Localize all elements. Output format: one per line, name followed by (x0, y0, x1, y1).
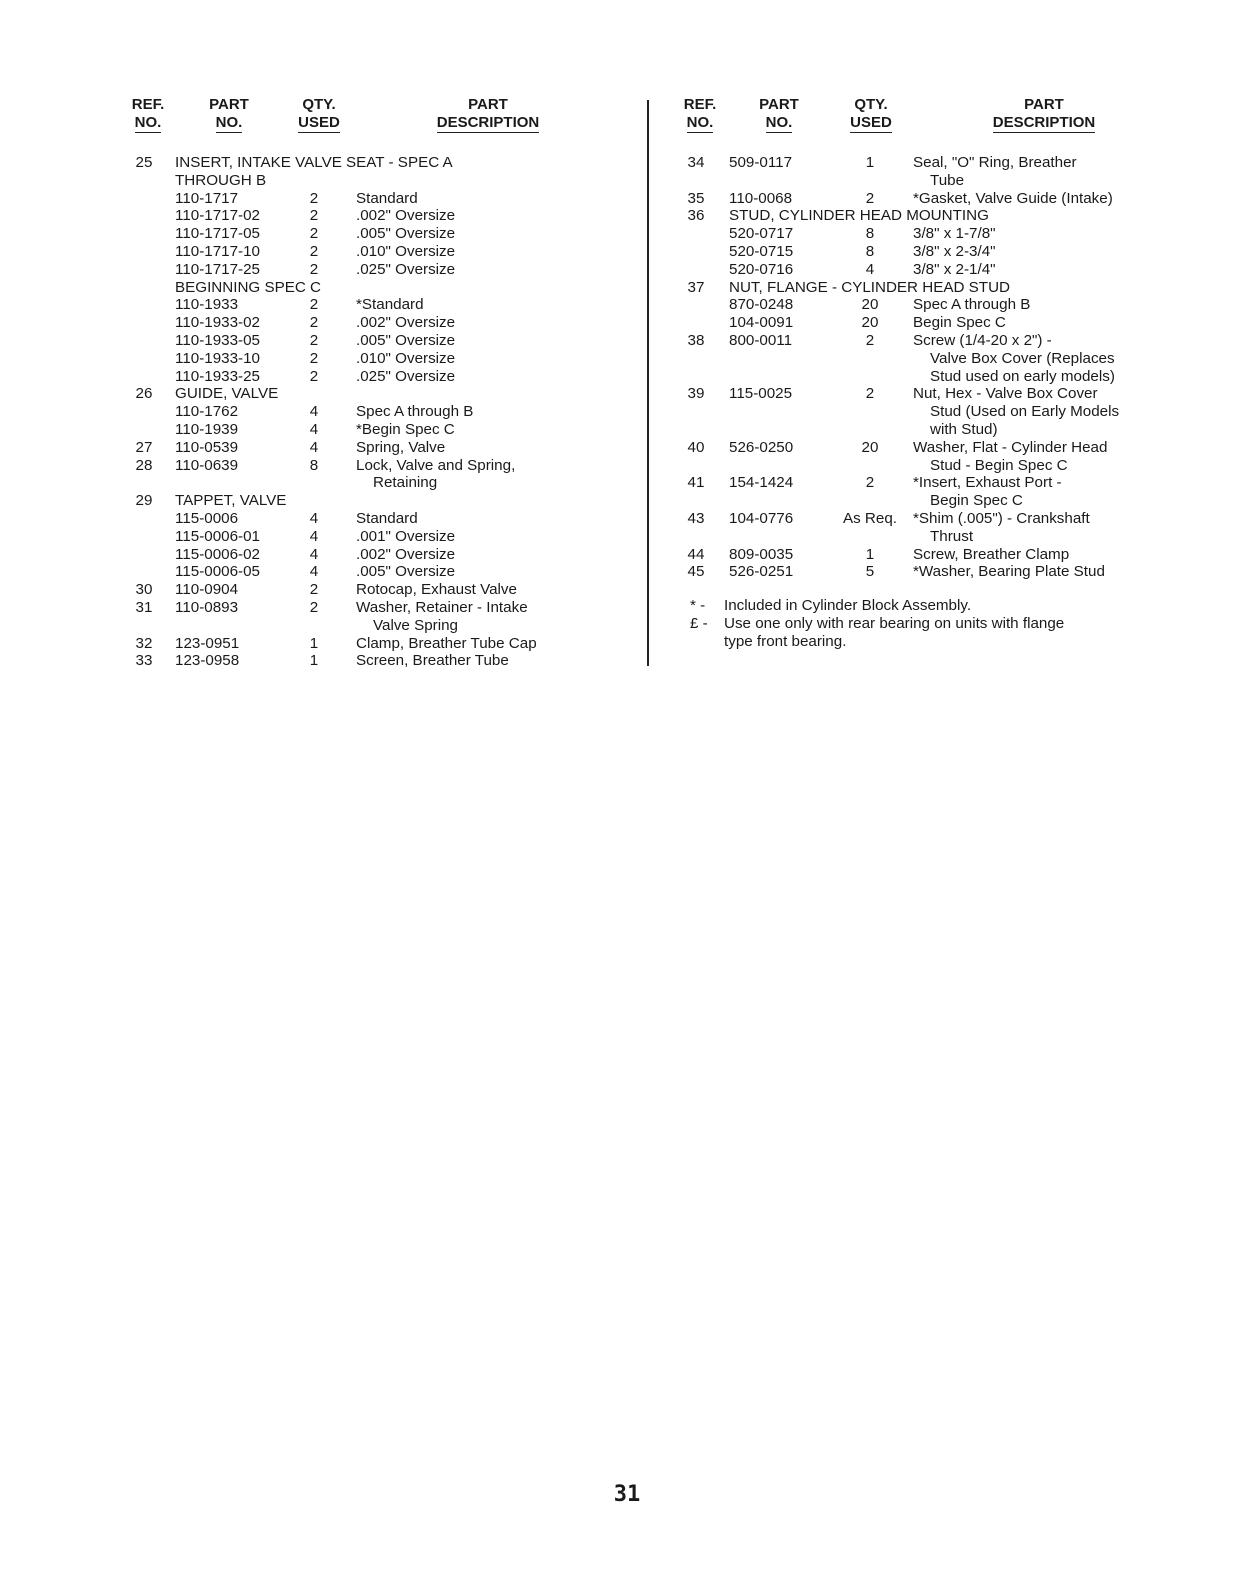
table-row (680, 439, 1160, 457)
quantity-used: 2 (309, 296, 319, 314)
part-number: 520-0717 (729, 225, 794, 243)
table-row (128, 225, 640, 243)
table-row (680, 350, 1160, 368)
table-row (680, 385, 1160, 403)
quantity-used: 8 (309, 456, 319, 474)
table-row (680, 332, 1160, 350)
section-heading: TAPPET, VALVE (175, 492, 287, 510)
table-row (128, 279, 640, 297)
table-row (680, 492, 1160, 510)
quantity-used: 1 (865, 154, 875, 171)
ref-header-line1: REF. (131, 96, 165, 113)
quantity-used: 2 (309, 207, 319, 225)
ref-number: 35 (687, 189, 705, 207)
ref-number: 39 (687, 385, 705, 403)
part-description: Lock, Valve and Spring, (356, 456, 516, 474)
part-description: *Gasket, Valve Guide (Intake) (913, 189, 1113, 207)
part-description: Standard (356, 509, 418, 527)
quantity-used: 4 (309, 403, 319, 421)
part-number: 110-1933-02 (175, 314, 261, 332)
part-number: 526-0251 (729, 563, 794, 581)
quantity-used: 20 (861, 438, 879, 456)
part-number: 110-0068 (729, 189, 793, 207)
part-description: 3/8" x 2-3/4" (913, 242, 996, 260)
ref-number: 32 (135, 634, 153, 652)
page-number: 31 (613, 1482, 641, 1507)
right-parts-column (680, 96, 1160, 651)
table-row (680, 421, 1160, 439)
right-table-header (680, 96, 1160, 144)
part-description: 3/8" x 1-7/8" (913, 225, 996, 243)
part-number: 800-0011 (729, 331, 793, 349)
quantity-used: 2 (309, 581, 319, 599)
ref-number: 27 (135, 438, 153, 456)
quantity-used: 2 (865, 331, 875, 349)
table-row (680, 172, 1160, 190)
ref-no-header (680, 96, 720, 132)
part-description: Stud - Begin Spec C (930, 456, 1068, 474)
ref-number: 40 (687, 438, 705, 456)
quantity-used: 2 (309, 260, 319, 278)
part-description: Washer, Retainer - Intake (356, 598, 528, 616)
part-description: .005" Oversize (356, 563, 456, 581)
part-number: 110-1717-05 (175, 225, 261, 243)
quantity-used: 2 (309, 314, 319, 332)
table-row (128, 385, 640, 403)
part-number: 115-0006-02 (175, 545, 261, 563)
table-row (128, 261, 640, 279)
table-row (680, 296, 1160, 314)
part-description: Valve Spring (373, 616, 458, 634)
part-number: 110-1717-10 (175, 242, 261, 260)
ref-number: 44 (687, 545, 705, 563)
table-row (128, 368, 640, 386)
part-description: Thrust (930, 527, 974, 545)
desc-header-line2: DESCRIPTION (436, 114, 540, 131)
footnotes (680, 597, 1160, 650)
footnote-text: type front bearing. (724, 632, 847, 650)
quantity-used: 4 (309, 563, 319, 581)
part-number: 110-1717-25 (175, 260, 261, 278)
left-parts-column (128, 96, 640, 670)
table-row (128, 652, 640, 670)
quantity-used: 4 (309, 527, 319, 545)
footnote-text: Use one only with rear bearing on units with flange (724, 614, 1065, 632)
table-row (128, 528, 640, 546)
footnote-text: Included in Cylinder Block Assembly. (724, 597, 972, 615)
ref-number: 26 (135, 385, 153, 403)
part-number: 520-0715 (729, 242, 794, 260)
table-row (680, 261, 1160, 279)
footnote (680, 597, 1160, 615)
part-description: Spec A through B (913, 296, 1031, 314)
table-row (128, 563, 640, 581)
part-description-header (980, 96, 1108, 132)
ref-no-header (128, 96, 168, 132)
table-row (128, 510, 640, 528)
quantity-used: 2 (309, 598, 319, 616)
part-description: Screw, Breather Clamp (913, 545, 1070, 563)
ref-number: 29 (135, 492, 153, 510)
part-description: Clamp, Breather Tube Cap (356, 634, 537, 652)
part-description: .025" Oversize (356, 367, 456, 385)
part-number: 104-0776 (729, 509, 794, 527)
part-number: 110-0539 (175, 438, 239, 456)
part-description: .010" Oversize (356, 349, 456, 367)
table-row (680, 457, 1160, 475)
quantity-used: 4 (309, 420, 319, 438)
part-description: .010" Oversize (356, 242, 456, 260)
part-description: Spring, Valve (356, 438, 446, 456)
part-number: 110-1717 (175, 189, 239, 207)
section-heading: NUT, FLANGE - CYLINDER HEAD STUD (729, 278, 1011, 296)
quantity-used: 1 (865, 545, 875, 563)
part-description: .002" Oversize (356, 207, 456, 225)
quantity-used: 4 (309, 438, 319, 456)
part-description: *Shim (.005") - Crankshaft (913, 509, 1090, 527)
ref-number: 33 (135, 652, 153, 670)
part-description: 3/8" x 2-1/4" (913, 260, 996, 278)
table-row (680, 154, 1160, 172)
part-description: *Standard (356, 296, 424, 314)
part-description: Nut, Hex - Valve Box Cover (913, 385, 1098, 403)
quantity-used: 2 (309, 349, 319, 367)
table-row (128, 635, 640, 653)
table-row (128, 314, 640, 332)
ref-number: 28 (135, 456, 153, 474)
ref-number: 31 (135, 598, 153, 616)
table-row (680, 403, 1160, 421)
part-number: 809-0035 (729, 545, 794, 563)
right-parts-list (680, 154, 1160, 581)
table-row (128, 243, 640, 261)
quantity-used: 2 (309, 367, 319, 385)
part-number: 870-0248 (729, 296, 794, 314)
ref-number: 34 (687, 154, 705, 171)
ref-number: 30 (135, 581, 153, 599)
part-description: *Washer, Bearing Plate Stud (913, 563, 1105, 581)
ref-number: 25 (135, 154, 153, 171)
table-row (680, 528, 1160, 546)
part-number: 110-1717-02 (175, 207, 261, 225)
part-number: 110-1933-05 (175, 331, 261, 349)
table-row (128, 350, 640, 368)
table-row (128, 617, 640, 635)
part-description: Stud (Used on Early Models (930, 403, 1120, 421)
part-number: 123-0958 (175, 652, 240, 670)
part-number: 115-0006 (175, 509, 239, 527)
ref-number: 36 (687, 207, 705, 225)
left-table-header (128, 96, 640, 144)
table-row (128, 599, 640, 617)
part-description: Retaining (373, 474, 438, 492)
table-row (128, 207, 640, 225)
footnote (680, 633, 1160, 651)
part-header-line1: PART (759, 96, 799, 113)
section-heading: THROUGH B (175, 171, 267, 189)
quantity-used: 8 (865, 242, 875, 260)
quantity-used: 20 (861, 314, 879, 332)
part-no-header (194, 96, 264, 132)
desc-header-line1: PART (1024, 96, 1064, 113)
part-description: .005" Oversize (356, 225, 456, 243)
quantity-used: 4 (865, 260, 875, 278)
part-description: Begin Spec C (930, 492, 1023, 510)
quantity-used: 2 (309, 242, 319, 260)
table-row (128, 332, 640, 350)
table-row (128, 457, 640, 475)
quantity-used: 2 (309, 225, 319, 243)
part-description: Spec A through B (356, 403, 474, 421)
part-number: 110-1933-25 (175, 367, 261, 385)
footnote (680, 615, 1160, 633)
part-number: 110-0893 (175, 598, 239, 616)
part-number: 110-1933 (175, 296, 239, 314)
part-header-line2: NO. (765, 114, 793, 131)
section-heading: INSERT, INTAKE VALVE SEAT - SPEC A (175, 154, 453, 171)
table-row (128, 172, 640, 190)
ref-number: 45 (687, 563, 705, 581)
table-row (680, 563, 1160, 581)
table-row (680, 368, 1160, 386)
table-row (680, 279, 1160, 297)
table-row (128, 403, 640, 421)
part-description: *Begin Spec C (356, 420, 455, 438)
section-heading: GUIDE, VALVE (175, 385, 279, 403)
table-row (128, 154, 640, 172)
table-row (128, 581, 640, 599)
part-number: 509-0117 (729, 154, 793, 171)
part-number: 123-0951 (175, 634, 240, 652)
table-row (680, 243, 1160, 261)
part-description: Valve Box Cover (Replaces (930, 349, 1115, 367)
quantity-used: 1 (309, 652, 319, 670)
part-description: .002" Oversize (356, 545, 456, 563)
quantity-used: 2 (309, 331, 319, 349)
desc-header-line1: PART (468, 96, 508, 113)
table-row (680, 225, 1160, 243)
part-number: 520-0716 (729, 260, 794, 278)
left-parts-list (128, 154, 640, 670)
part-description: .005" Oversize (356, 331, 456, 349)
quantity-used: 20 (861, 296, 879, 314)
column-divider (647, 100, 649, 666)
quantity-used: 2 (865, 189, 875, 207)
qty-header-line2: USED (850, 114, 892, 131)
part-header-line2: NO. (215, 114, 243, 131)
ref-number: 37 (687, 278, 705, 296)
quantity-used: 8 (865, 225, 875, 243)
quantity-used: 2 (865, 385, 875, 403)
part-number: 110-0904 (175, 581, 239, 599)
section-heading: STUD, CYLINDER HEAD MOUNTING (729, 207, 989, 225)
table-row (128, 492, 640, 510)
qty-header-line2: USED (298, 114, 340, 131)
part-number: 115-0006-05 (175, 563, 261, 581)
table-row (128, 421, 640, 439)
part-description: Washer, Flat - Cylinder Head (913, 438, 1108, 456)
ref-number: 38 (687, 331, 705, 349)
qty-used-header (292, 96, 346, 132)
quantity-used: 2 (865, 474, 875, 492)
part-description-header (424, 96, 552, 132)
part-description: with Stud) (930, 420, 998, 438)
part-description: Screen, Breather Tube (356, 652, 509, 670)
footnote-mark: £ - (690, 614, 708, 632)
part-number: 110-1939 (175, 420, 239, 438)
table-row (680, 190, 1160, 208)
quantity-used: 2 (309, 189, 319, 207)
quantity-used: 1 (309, 634, 319, 652)
part-description: Begin Spec C (913, 314, 1006, 332)
table-row (680, 314, 1160, 332)
qty-header-line1: QTY. (302, 96, 336, 113)
table-row (680, 207, 1160, 225)
ref-header-line2: NO. (134, 114, 162, 131)
part-number: 154-1424 (729, 474, 794, 492)
quantity-used: 5 (865, 563, 875, 581)
part-description: .001" Oversize (356, 527, 456, 545)
qty-header-line1: QTY. (854, 96, 888, 113)
part-number: 115-0006-01 (175, 527, 261, 545)
part-description: Stud used on early models) (930, 367, 1115, 385)
part-number: 104-0091 (729, 314, 794, 332)
part-description: .002" Oversize (356, 314, 456, 332)
footnote-mark: * - (690, 597, 706, 615)
quantity-used: 4 (309, 545, 319, 563)
table-row (128, 296, 640, 314)
qty-used-header (844, 96, 898, 132)
table-row (128, 190, 640, 208)
quantity-used: 4 (309, 509, 319, 527)
part-description: Rotocap, Exhaust Valve (356, 581, 517, 599)
part-header-line1: PART (209, 96, 249, 113)
ref-number: 43 (687, 509, 705, 527)
desc-header-line2: DESCRIPTION (992, 114, 1096, 131)
part-number: 115-0025 (729, 385, 793, 403)
table-row (128, 474, 640, 492)
part-number: 110-1933-10 (175, 349, 261, 367)
table-row (680, 546, 1160, 564)
ref-number: 41 (687, 474, 705, 492)
part-description: Standard (356, 189, 418, 207)
quantity-used: As Req. (842, 509, 898, 527)
part-description: *Insert, Exhaust Port - (913, 474, 1062, 492)
part-description: Seal, "O" Ring, Breather (913, 154, 1077, 171)
part-description: Screw (1/4-20 x 2") - (913, 331, 1052, 349)
part-description: Tube (930, 171, 965, 189)
part-number: 526-0250 (729, 438, 794, 456)
part-number: 110-0639 (175, 456, 239, 474)
part-number: 110-1762 (175, 403, 239, 421)
ref-header-line1: REF. (683, 96, 717, 113)
table-row (680, 474, 1160, 492)
section-heading: BEGINNING SPEC C (175, 278, 321, 296)
part-description: .025" Oversize (356, 260, 456, 278)
table-row (128, 439, 640, 457)
part-no-header (744, 96, 814, 132)
table-row (680, 510, 1160, 528)
table-row (128, 546, 640, 564)
ref-header-line2: NO. (686, 114, 714, 131)
